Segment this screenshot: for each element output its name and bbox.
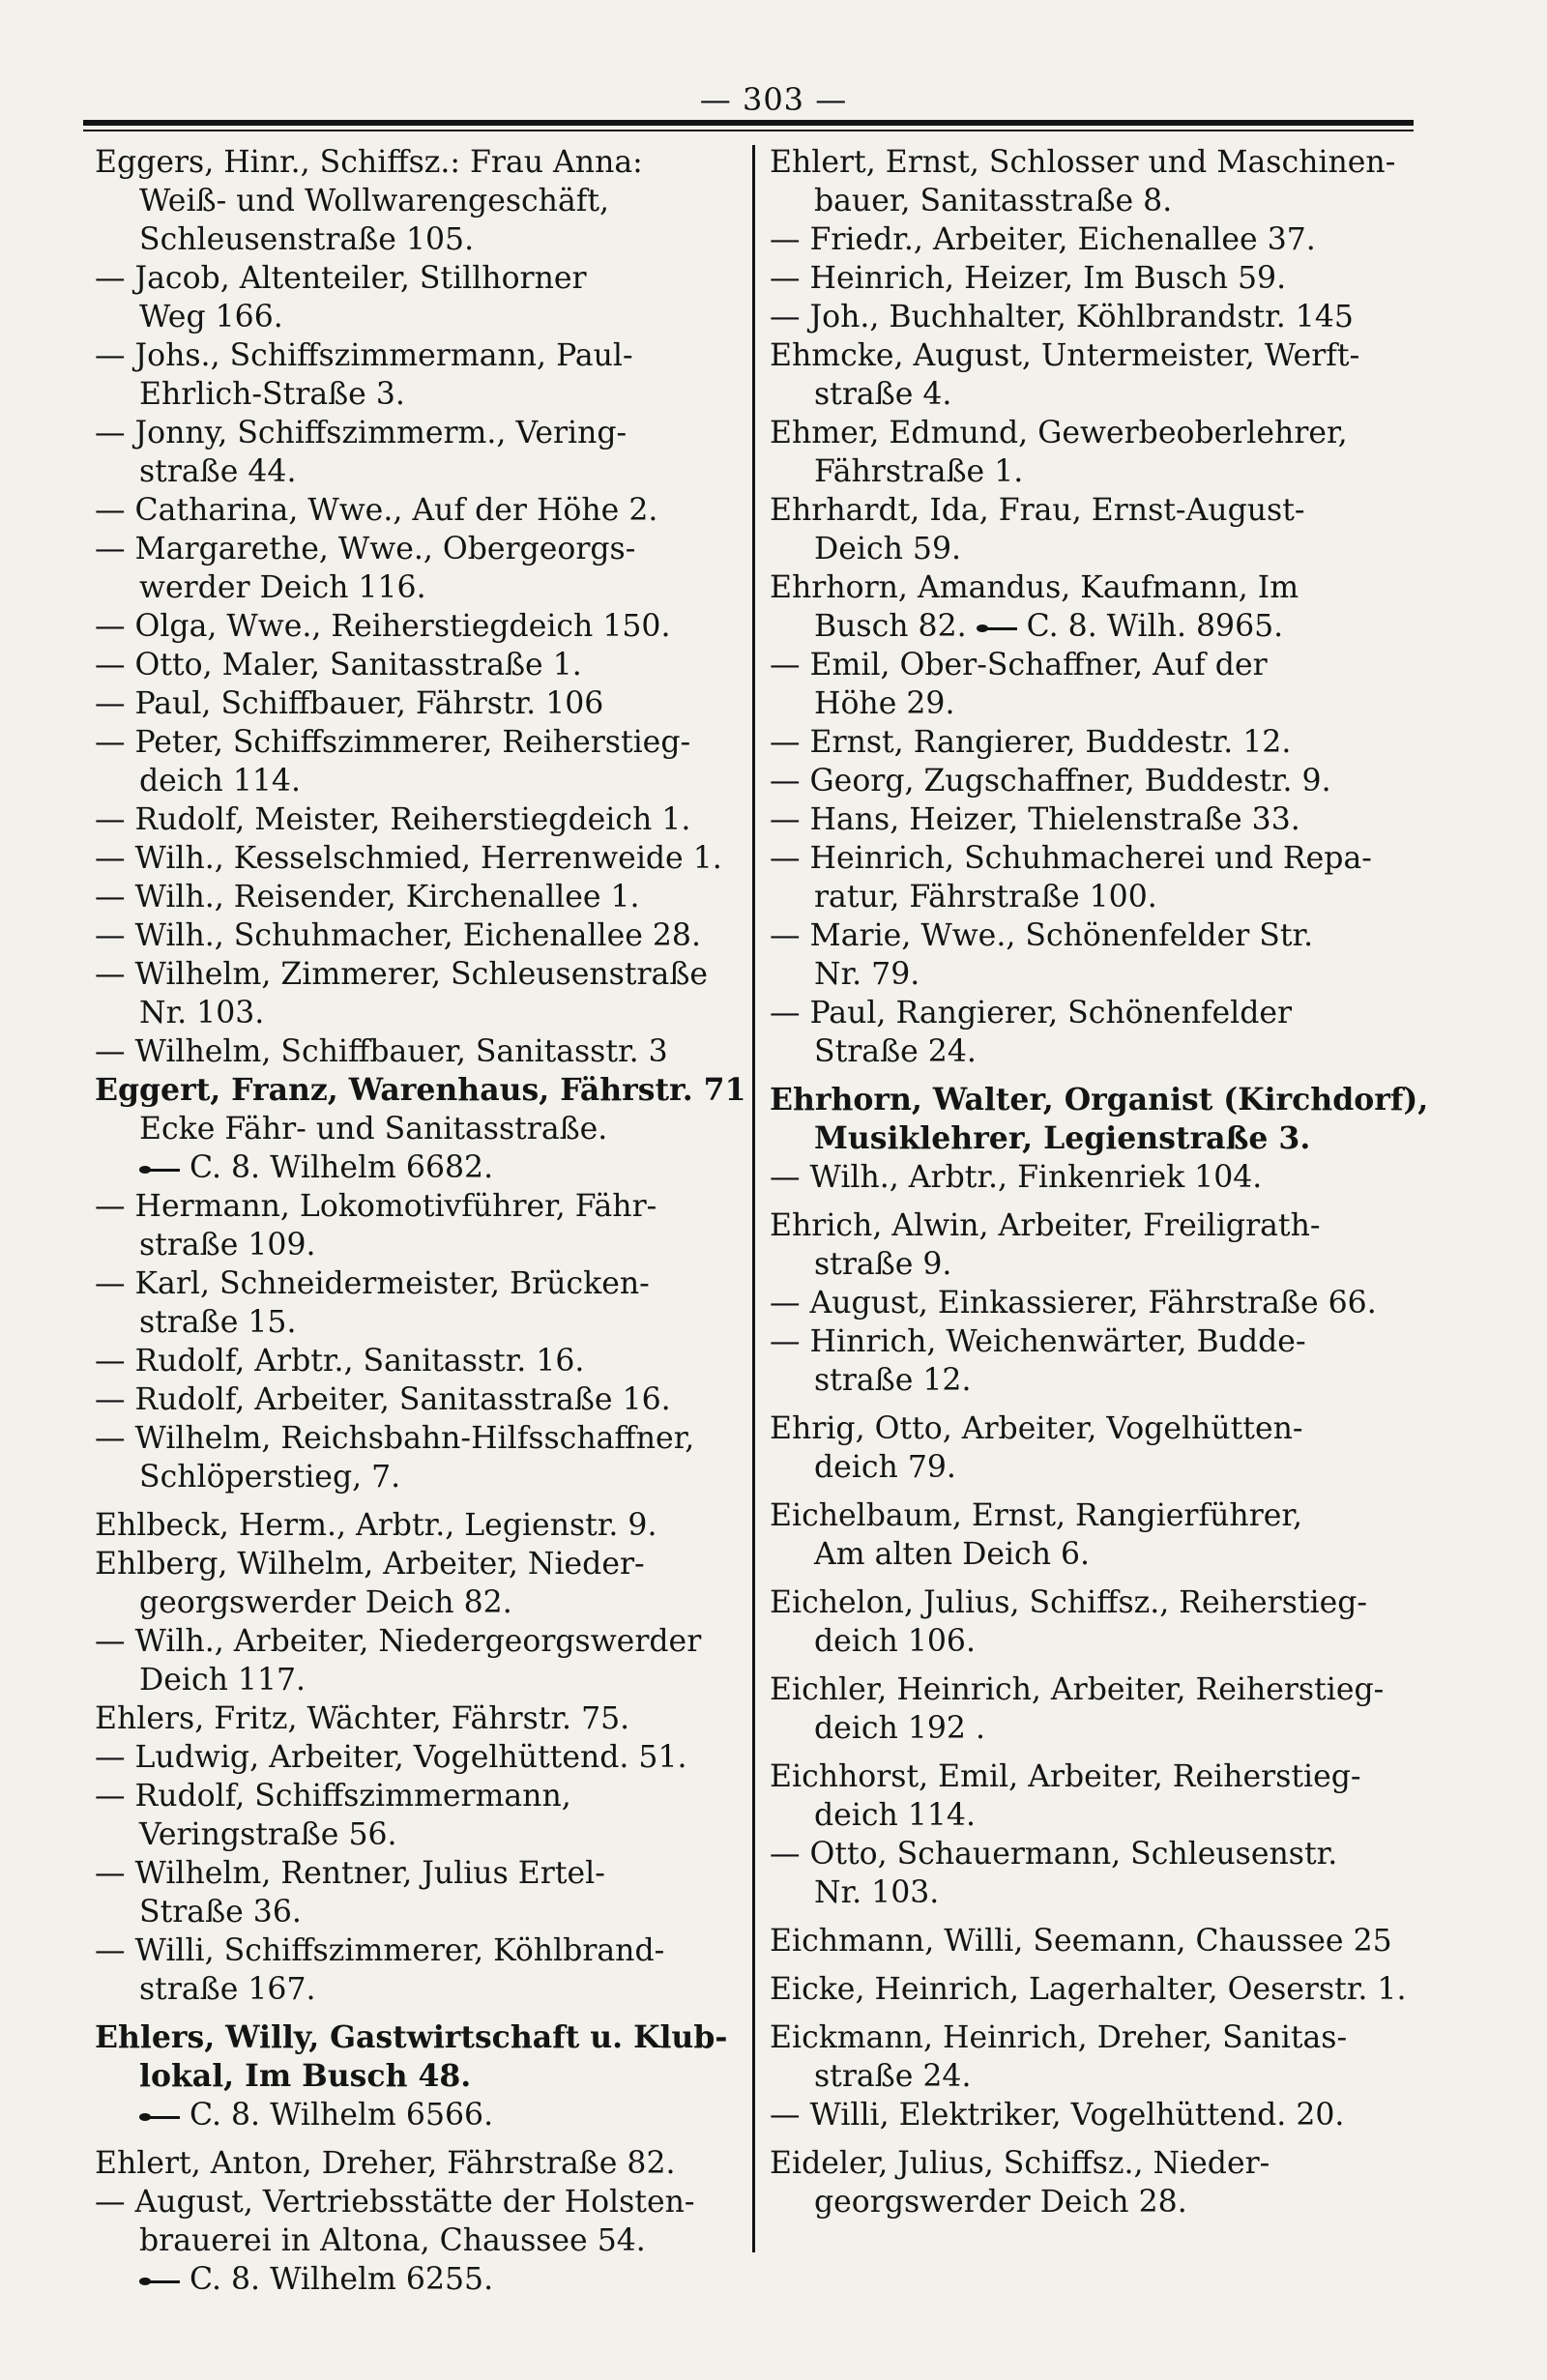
entry-line: Ehrhorn, Walter, Organist (Kirchdorf), [770, 1082, 1429, 1117]
directory-entry [95, 1264, 743, 1342]
entry-line: straße 15. [139, 1305, 297, 1340]
directory-entry [770, 414, 1419, 491]
directory-entry [95, 1110, 743, 1148]
column-divider [752, 145, 755, 2252]
directory-entry [95, 2183, 743, 2260]
entry-line: Ehrhorn, Amandus, Kaufmann, Im [770, 570, 1299, 605]
entry-line: — Rudolf, Arbtr., Sanitasstr. 16. [95, 1344, 585, 1379]
directory-entry [770, 2096, 1419, 2134]
entry-line: Eichelbaum, Ernst, Rangierführer, [770, 1498, 1303, 1533]
directory-entry [770, 800, 1419, 839]
telephone-icon [139, 2275, 182, 2288]
entry-line: straße 167. [139, 1972, 316, 2007]
entry-line: Straße 24. [814, 1034, 977, 1069]
directory-entry [95, 2144, 743, 2183]
entry-line: Ehmcke, August, Untermeister, Werft- [770, 338, 1360, 373]
entry-line: — Otto, Schauermann, Schleusenstr. [770, 1837, 1338, 1872]
directory-entry [770, 568, 1419, 646]
entry-line: bauer, Sanitasstraße 8. [814, 184, 1173, 218]
entry-line: Eggert, Franz, Warenhaus, Fährstr. 71 [95, 1072, 746, 1108]
directory-entry [770, 762, 1419, 800]
entry-line: — Georg, Zugschaffner, Buddestr. 9. [770, 764, 1331, 798]
entry-line: — Emil, Ober-Schaffner, Auf der [770, 648, 1268, 682]
entry-line: Musiklehrer, Legienstraße 3. [814, 1120, 1311, 1156]
entry-line: — Wilh., Arbeiter, Niedergeorgswerder [95, 1624, 702, 1659]
directory-entry [95, 2096, 743, 2134]
entry-line: Ehlert, Ernst, Schlosser und Maschinen- [770, 145, 1396, 180]
entry-line: Schlöperstieg, 7. [139, 1460, 401, 1495]
directory-entry [95, 1380, 743, 1419]
directory-entry [770, 723, 1419, 762]
directory-entry [770, 1496, 1419, 1574]
entry-line: — August, Vertriebsstätte der Holsten- [95, 2185, 695, 2220]
entry-line: — Wilhelm, Reichsbahn-Hilfsschaffner, [95, 1421, 695, 1456]
directory-entry [95, 916, 743, 955]
entry-line: — Rudolf, Arbeiter, Sanitasstraße 16. [95, 1382, 671, 1417]
directory-entry [770, 1922, 1419, 1960]
entry-line: Ehlberg, Wilhelm, Arbeiter, Nieder- [95, 1547, 645, 1582]
entry-line: Deich 117. [139, 1663, 306, 1698]
entry-line: deich 192 . [814, 1711, 985, 1746]
directory-entry [95, 955, 743, 1032]
directory-entry [770, 1322, 1419, 1400]
entry-line: — Rudolf, Meister, Reiherstiegdeich 1. [95, 802, 691, 837]
entry-line: Ehmer, Edmund, Gewerbeoberlehrer, [770, 416, 1348, 450]
entry-line: — Olga, Wwe., Reiherstiegdeich 150. [95, 609, 671, 644]
entry-line: Nr. 103. [814, 1875, 940, 1910]
entry-line: deich 79. [814, 1450, 956, 1485]
entry-line: — Jacob, Altenteiler, Stillhorner [95, 261, 587, 296]
entry-line: — Ernst, Rangierer, Buddestr. 12. [770, 725, 1292, 760]
entry-line: — Margarethe, Wwe., Obergeorgs- [95, 532, 636, 566]
entry-line [139, 2260, 743, 2299]
entry-line: — Marie, Wwe., Schönenfelder Str. [770, 918, 1314, 953]
directory-entry [95, 491, 743, 530]
entry-line: deich 106. [814, 1624, 976, 1659]
entry-line: georgswerder Deich 82. [139, 1585, 512, 1620]
directory-entry [770, 143, 1419, 220]
entry-line: Nr. 79. [814, 957, 920, 992]
entry-line: — Hermann, Lokomotivführer, Fähr- [95, 1189, 657, 1224]
entry-line: straße 44. [139, 454, 297, 489]
directory-entry [95, 646, 743, 684]
directory-entry [95, 1545, 743, 1622]
entry-line: — Hans, Heizer, Thielenstraße 33. [770, 802, 1300, 837]
directory-entry [95, 1419, 743, 1496]
directory-entry [95, 1187, 743, 1264]
entry-line: straße 109. [139, 1228, 316, 1263]
telephone-icon [139, 1163, 182, 1176]
directory-entry [95, 878, 743, 916]
telephone-icon [139, 2110, 182, 2124]
entry-line: — Jonny, Schiffszimmerm., Vering- [95, 416, 628, 450]
entry-line: Ehlers, Fritz, Wächter, Fährstr. 75. [95, 1701, 630, 1736]
header-rule-thick [83, 120, 1414, 126]
directory-entry [770, 646, 1419, 723]
entry-line: Ecke Fähr- und Sanitasstraße. [139, 1112, 608, 1146]
directory-entry [770, 2144, 1419, 2221]
entry-line: Ehrlich-Straße 3. [139, 377, 405, 412]
directory-entry [770, 298, 1419, 336]
directory-entry [770, 2018, 1419, 2096]
entry-line: — Wilh., Arbtr., Finkenriek 104. [770, 1160, 1263, 1195]
directory-entry [95, 530, 743, 607]
directory-entry [770, 1284, 1419, 1322]
directory-entry [770, 1835, 1419, 1912]
directory-entry [95, 414, 743, 491]
directory-entry [95, 1854, 743, 1931]
entry-line: — Catharina, Wwe., Auf der Höhe 2. [95, 493, 658, 528]
entry-line: — Heinrich, Heizer, Im Busch 59. [770, 261, 1287, 296]
directory-entry [95, 1738, 743, 1777]
entry-line: Eichmann, Willi, Seemann, Chaussee 25 [770, 1924, 1392, 1959]
directory-entry [95, 1506, 743, 1545]
directory-entry [95, 2018, 743, 2096]
entry-line: Weg 166. [139, 300, 283, 334]
entry-line: Eggers, Hinr., Schiffsz.: Frau Anna: [95, 145, 643, 180]
entry-line: ratur, Fährstraße 100. [814, 880, 1157, 914]
entry-line: — Friedr., Arbeiter, Eichenallee 37. [770, 222, 1316, 257]
directory-entry [95, 1342, 743, 1380]
entry-line: Ehlbeck, Herm., Arbtr., Legienstr. 9. [95, 1508, 657, 1543]
directory-entry [95, 607, 743, 646]
directory-entry [95, 839, 743, 878]
entry-line: straße 9. [814, 1247, 952, 1282]
phone-number: C. 8. Wilhelm 6255. [190, 2262, 494, 2297]
left-column [95, 143, 746, 2299]
entry-line: — Wilh., Kesselschmied, Herrenweide 1. [95, 841, 722, 876]
entry-line: — Rudolf, Schiffszimmermann, [95, 1779, 571, 1814]
entry-line: — Willi, Schiffszimmerer, Köhlbrand- [95, 1933, 665, 1968]
entry-line: — Wilhelm, Rentner, Julius Ertel- [95, 1856, 605, 1891]
directory-entry [95, 259, 743, 336]
entry-line: — Heinrich, Schuhmacherei und Repa- [770, 841, 1372, 876]
entry-line: straße 12. [814, 1363, 972, 1398]
page-number: — 303 — [699, 81, 848, 118]
directory-entry [770, 220, 1419, 259]
entry-line: — Johs., Schiffszimmermann, Paul- [95, 338, 633, 373]
directory-entry [95, 800, 743, 839]
entry-line: Ehrig, Otto, Arbeiter, Vogelhütten- [770, 1411, 1303, 1446]
entry-line: — Paul, Schiffbauer, Fährstr. 106 [95, 686, 604, 721]
entry-line: — Wilh., Reisender, Kirchenallee 1. [95, 880, 640, 914]
entry-line: Eichhorst, Emil, Arbeiter, Reiherstieg- [770, 1759, 1361, 1794]
entry-line: deich 114. [814, 1798, 976, 1833]
directory-entry [770, 1970, 1419, 2009]
entry-line: Veringstraße 56. [139, 1817, 397, 1852]
phone-number: C. 8. Wilh. 8965. [1026, 609, 1284, 644]
directory-entry [770, 916, 1419, 994]
directory-entry [95, 1777, 743, 1854]
directory-entry [770, 1583, 1419, 1661]
directory-entry [770, 1081, 1429, 1158]
entry-line: Ehlers, Willy, Gastwirtschaft u. Klub- [95, 2019, 728, 2055]
header-rule-thin [83, 130, 1414, 131]
entry-line: Straße 36. [139, 1895, 302, 1930]
entry-line: Weiß- und Wollwarengeschäft, [139, 184, 610, 218]
directory-entry [770, 1206, 1419, 1284]
entry-line: Eichelon, Julius, Schiffsz., Reiherstieg- [770, 1585, 1368, 1620]
entry-line [139, 1148, 743, 1187]
directory-entry [95, 1071, 746, 1110]
entry-text: Busch 82. [814, 609, 977, 644]
directory-entry [770, 336, 1419, 414]
entry-line: lokal, Im Busch 48. [139, 2058, 472, 2094]
entry-line [814, 607, 1419, 646]
right-column [770, 143, 1429, 2221]
directory-entry [95, 143, 743, 259]
entry-line: — Karl, Schneidermeister, Brücken- [95, 1266, 650, 1301]
directory-entry [770, 839, 1419, 916]
entry-line: — August, Einkassierer, Fährstraße 66. [770, 1286, 1377, 1321]
entry-line: — Peter, Schiffszimmerer, Reiherstieg- [95, 725, 691, 760]
entry-line: Am alten Deich 6. [814, 1537, 1091, 1572]
entry-line: Deich 59. [814, 532, 962, 566]
entry-line: Ehrich, Alwin, Arbeiter, Freiligrath- [770, 1208, 1321, 1243]
entry-line: Eickmann, Heinrich, Dreher, Sanitas- [770, 2020, 1348, 2055]
directory-entry [95, 1931, 743, 2009]
entry-line: Fährstraße 1. [814, 454, 1024, 489]
entry-line: — Ludwig, Arbeiter, Vogelhüttend. 51. [95, 1740, 687, 1775]
entry-line: werder Deich 116. [139, 570, 426, 605]
directory-entry [95, 2260, 743, 2299]
directory-entry [95, 1622, 743, 1699]
directory-entry [95, 684, 743, 723]
directory-entry [95, 1148, 743, 1187]
entry-line: — Wilhelm, Zimmerer, Schleusenstraße [95, 957, 708, 992]
directory-entry [770, 1158, 1419, 1197]
entry-line: — Wilh., Schuhmacher, Eichenallee 28. [95, 918, 701, 953]
entry-line: Ehrhardt, Ida, Frau, Ernst-August- [770, 493, 1305, 528]
directory-entry [770, 1757, 1419, 1835]
entry-line: Eideler, Julius, Schiffsz., Nieder- [770, 2146, 1270, 2181]
directory-entry [95, 723, 743, 800]
entry-line: straße 24. [814, 2059, 972, 2094]
entry-line: — Hinrich, Weichenwärter, Budde- [770, 1324, 1306, 1359]
entry-line: deich 114. [139, 764, 301, 798]
directory-entry [770, 259, 1419, 298]
entry-line: — Joh., Buchhalter, Köhlbrandstr. 145 [770, 300, 1354, 334]
entry-line [139, 2096, 743, 2134]
entry-line: — Otto, Maler, Sanitasstraße 1. [95, 648, 582, 682]
directory-entry [95, 1032, 743, 1071]
entry-line: — Wilhelm, Schiffbauer, Sanitasstr. 3 [95, 1034, 668, 1069]
directory-entry [770, 1670, 1419, 1748]
phone-number: C. 8. Wilhelm 6682. [190, 1150, 494, 1185]
entry-line: Schleusenstraße 105. [139, 222, 475, 257]
entry-line: — Willi, Elektriker, Vogelhüttend. 20. [770, 2098, 1345, 2133]
entry-line: straße 4. [814, 377, 952, 412]
entry-line: — Paul, Rangierer, Schönenfelder [770, 996, 1293, 1030]
directory-entry [95, 1699, 743, 1738]
directory-entry [770, 1409, 1419, 1487]
phone-number: C. 8. Wilhelm 6566. [190, 2098, 494, 2133]
entry-line: Nr. 103. [139, 996, 265, 1030]
directory-entry [770, 491, 1419, 568]
telephone-icon [977, 622, 1019, 635]
entry-line: Höhe 29. [814, 686, 955, 721]
directory-entry [95, 336, 743, 414]
entry-line: brauerei in Altona, Chaussee 54. [139, 2223, 646, 2258]
entry-line: georgswerder Deich 28. [814, 2185, 1187, 2220]
directory-entry [770, 994, 1419, 1071]
entry-line: Eicke, Heinrich, Lagerhalter, Oeserstr. 1. [770, 1972, 1407, 2007]
entry-line: Ehlert, Anton, Dreher, Fährstraße 82. [95, 2146, 676, 2181]
entry-line: Eichler, Heinrich, Arbeiter, Reiherstieg- [770, 1672, 1385, 1707]
